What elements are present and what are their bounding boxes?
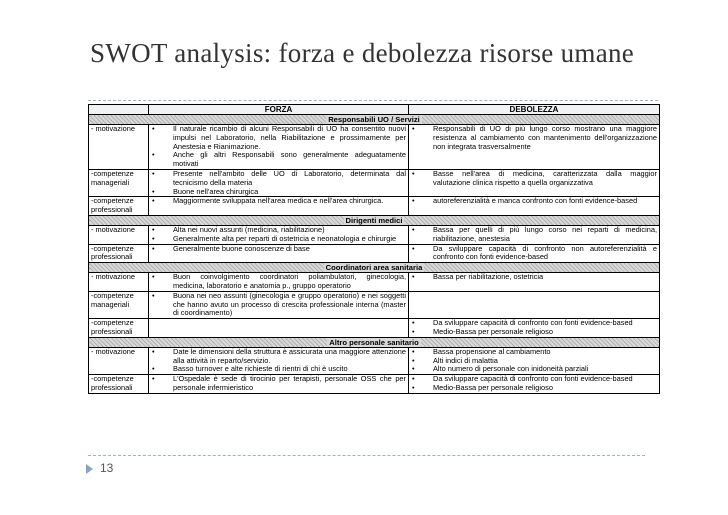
table-row — [89, 169, 660, 196]
section-title-cell — [89, 337, 660, 347]
forza-cell — [149, 125, 409, 170]
list-item: • Da sviluppare capacità di confronto con fonti evidence-based — [411, 319, 657, 328]
list-item: • Medio-Bassa per personale religioso — [411, 328, 657, 337]
category-cell: - motivazione — [89, 225, 149, 244]
forza-list — [151, 197, 406, 206]
forza-cell — [149, 225, 409, 244]
forza-cell — [149, 197, 409, 216]
debolezza-list — [411, 170, 657, 188]
forza-cell — [149, 319, 409, 338]
table-row — [89, 125, 660, 170]
list-item: • Bassa per quelli di più lungo corso nei reparti di medicina, riabilitazione, anestesia — [411, 226, 657, 244]
forza-list — [151, 273, 406, 291]
debolezza-cell — [409, 125, 660, 170]
table-row — [89, 347, 660, 374]
list-item: • L'Ospedale è sede di tirocinio per terapisti, personale OSS che per personale infermieristico — [151, 375, 406, 393]
category-cell: -competenze professionali — [89, 319, 149, 338]
forza-list — [151, 245, 406, 254]
debolezza-list — [411, 197, 657, 206]
debolezza-cell — [409, 291, 660, 318]
section-title: Coordinatori area sanitaria — [325, 263, 423, 273]
table-header-row — [89, 105, 660, 115]
list-item: • Date le dimensioni della struttura è assicurata una maggiore attenzione alla attività in reparto/servizio. — [151, 348, 406, 366]
list-item: • Maggiormente sviluppata nell'area medica e nell'area chirurgica. — [151, 197, 406, 206]
header-blank-cell — [89, 105, 149, 115]
title-divider — [88, 100, 658, 101]
list-item: • Responsabili di UO di più lungo corso mostrano una maggiore resistenza al cambiamento con mantenimento dell'organizzazione non integrata trasversalmente — [411, 125, 657, 151]
debolezza-cell — [409, 197, 660, 216]
list-item: • Anche gli altri Responsabili sono generalmente adeguatamente motivati — [151, 151, 406, 169]
list-item: • Alta nei nuovi assunti (medicina, riabilitazione) — [151, 226, 406, 235]
category-cell: -competenze manageriali — [89, 169, 149, 196]
table-row — [89, 197, 660, 216]
debolezza-cell — [409, 244, 660, 263]
forza-cell — [149, 347, 409, 374]
section-title: Altro personale sanitario — [329, 337, 419, 347]
debolezza-list — [411, 125, 657, 151]
debolezza-cell — [409, 169, 660, 196]
category-cell: - motivazione — [89, 347, 149, 374]
debolezza-list — [411, 348, 657, 374]
section-title-cell — [89, 115, 660, 125]
debolezza-cell — [409, 375, 660, 394]
debolezza-list — [411, 319, 657, 337]
header-debolezza: DEBOLEZZA — [409, 105, 660, 115]
table-row — [89, 225, 660, 244]
debolezza-list — [411, 273, 657, 282]
page-number: 13 — [100, 461, 114, 475]
forza-cell — [149, 169, 409, 196]
category-cell: -competenze manageriali — [89, 291, 149, 318]
table-row — [89, 291, 660, 318]
forza-list — [151, 292, 406, 318]
list-item: • Alto numero di personale con inidoneità parziali — [411, 365, 657, 374]
debolezza-cell — [409, 225, 660, 244]
forza-cell — [149, 375, 409, 394]
list-item: • Medio-Bassa per personale religioso — [411, 384, 657, 393]
footer-divider — [88, 455, 645, 456]
page-arrow-icon — [86, 464, 93, 474]
list-item: • Buona nei neo assunti (ginecologia e gruppo operatorio) e nei soggetti che hanno avuto un processo di crescita professionale interna (master di coordinamento) — [151, 292, 406, 318]
list-item: • autoreferenzialità e manca confronto con fonti evidence-based — [411, 197, 657, 206]
category-cell: -competenze professionali — [89, 197, 149, 216]
list-item: • Buon coinvolgimento coordinatori poliambulatori, ginecologia, medicina, laboratorio e anatomia p., gruppo operatorio — [151, 273, 406, 291]
debolezza-list — [411, 226, 657, 244]
table-row — [89, 375, 660, 394]
forza-list — [151, 125, 406, 169]
forza-list — [151, 226, 406, 244]
list-item: • Generalmente buone conoscenze di base — [151, 245, 406, 254]
table-row — [89, 273, 660, 292]
list-item: • Buone nell'area chirurgica — [151, 188, 406, 197]
table-row — [89, 244, 660, 263]
section-header-row — [89, 337, 660, 347]
forza-list — [151, 348, 406, 374]
debolezza-cell — [409, 273, 660, 292]
section-header-row — [89, 263, 660, 273]
list-item: • Bassa propensione al cambiamento — [411, 348, 657, 357]
list-item: • Presente nell'ambito delle UO di Laboratorio, determinata dal tecnicismo della materia — [151, 170, 406, 188]
category-cell: -competenze professionali — [89, 375, 149, 394]
section-header-row — [89, 115, 660, 125]
list-item: • Generalmente alta per reparti di ostetricia e neonatologia e chirurgie — [151, 235, 406, 244]
section-title-cell — [89, 263, 660, 273]
debolezza-list — [411, 245, 657, 263]
section-header-row — [89, 215, 660, 225]
slide-title: SWOT analysis: forza e debolezza risorse umane — [90, 38, 635, 68]
header-forza: FORZA — [149, 105, 409, 115]
list-item: • Basso turnover e alte richieste di rientri di chi è uscito — [151, 365, 406, 374]
forza-list — [151, 375, 406, 393]
section-title: Dirigenti medici — [345, 215, 403, 225]
debolezza-list — [411, 375, 657, 393]
forza-cell — [149, 273, 409, 292]
list-item: • Alti indici di malattia — [411, 357, 657, 366]
forza-cell — [149, 244, 409, 263]
category-cell: - motivazione — [89, 125, 149, 170]
list-item: • Basse nell'area di medicina, caratterizzata dalla maggior valutazione clinica rispetto a quella organizzativa — [411, 170, 657, 188]
debolezza-cell — [409, 319, 660, 338]
forza-cell — [149, 291, 409, 318]
list-item: • Da sviluppare capacità di confronto con fonti evidence-based — [411, 375, 657, 384]
forza-list — [151, 170, 406, 196]
list-item: • Bassa per riabilitazione, ostetricia — [411, 273, 657, 282]
table-row — [89, 319, 660, 338]
swot-table-body — [89, 105, 660, 394]
category-cell: -competenze professionali — [89, 244, 149, 263]
swot-table — [88, 104, 660, 394]
list-item: • Il naturale ricambio di alcuni Responsabili di UO ha consentito nuovi impulsi nel Laboratorio, nella Riabilitazione e prossimamente per Anestesia e Rianimazione. — [151, 125, 406, 151]
section-title-cell — [89, 215, 660, 225]
debolezza-cell — [409, 347, 660, 374]
category-cell: - motivazione — [89, 273, 149, 292]
list-item: • Da sviluppare capacità di confronto non autoreferenzialità e confronto con fonti evidence-based — [411, 245, 657, 263]
section-title: Responsabili UO / Servizi — [328, 115, 420, 124]
